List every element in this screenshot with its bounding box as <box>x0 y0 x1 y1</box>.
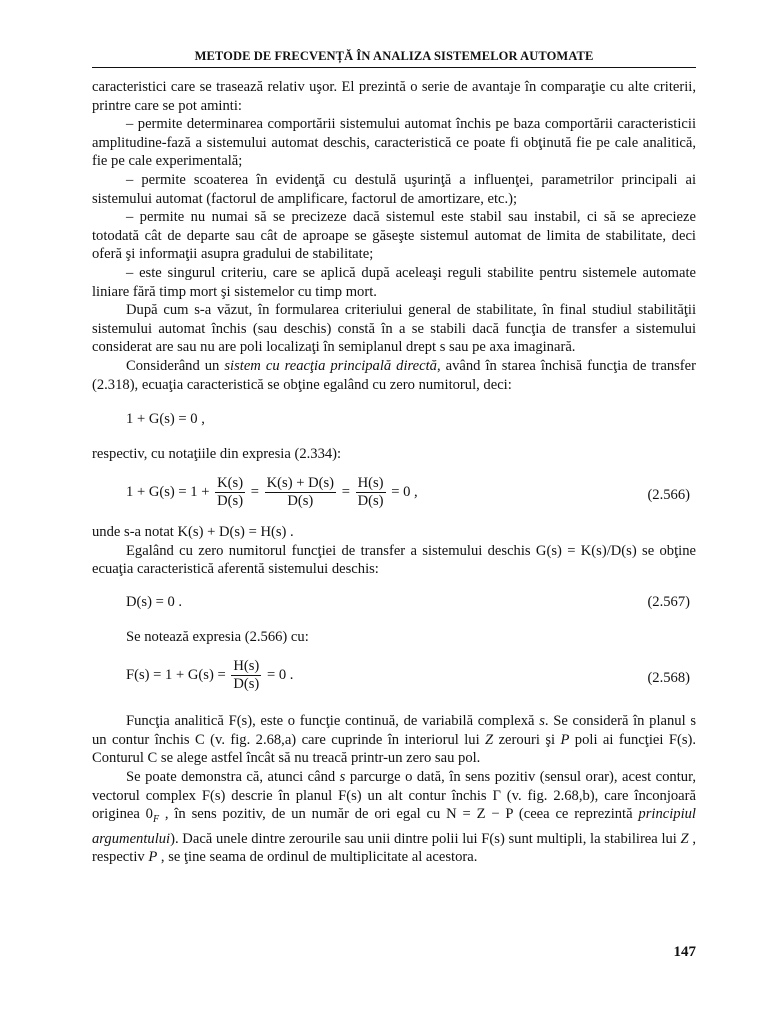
bullet-2: – permite scoaterea în evidenţă cu destulă uşurinţă a influenţei, parametrilor principali ai sistemului automat (factorul de amplificare, factorul de amortizare, etc.); <box>92 171 696 207</box>
header-rule <box>92 67 696 68</box>
paragraph-considering: Considerând un sistem cu reacţia principală directă, având în starea închisă funcţia de transfer (2.318), ecuaţia caracteristică se obţine egalând cu zero numitorul, deci: <box>92 357 696 393</box>
paragraph-analytic-function: Funcţia analitică F(s), este o funcţie continuă, de variabilă complexă s. Se consideră în planul s un contur închis C (v. fig. 2.68,a) care cuprinde în interiorul lui Z zerouri şi P poli ai funcţiei F(s). Conturul C se alege astfel încât să nu treacă printr-un zero sau pol. <box>92 713 697 767</box>
fraction-h-over-d: $\frac{H(s)}{D(s)}$ <box>233 658 260 693</box>
paragraph-expression: Se notează expresia (2.566) cu: <box>126 628 309 645</box>
equation-characteristic: 1 + G(s) = 0 , <box>126 411 205 428</box>
bullet-1: – permite determinarea comportării sistemului automat închis pe baza comportării caracteristicii amplitudine-fază a sistemului automat deschis, caracteristică ce poate fi obţinută fie pe cale analitică, fie pe cale experimentală; <box>92 116 696 170</box>
paragraph-denoted: unde s-a notat K(s) + D(s) = H(s) . <box>92 524 294 541</box>
emphasis-argument-principle: principiul argumentului <box>92 806 696 847</box>
equation-number: (2.567) <box>647 594 690 611</box>
page-number: 147 <box>673 944 696 960</box>
fraction-kd-over-d: $\frac{K(s) + D(s)}{D(s)}$ <box>266 475 335 510</box>
paragraph-argument-principle: Se poate demonstra că, atunci când s parcurge o dată, în sens pozitiv (sensul orar), acest contur, vectorul complex F(s) descrie în planul F(s) un alt contur închis Γ (v. fig. 2.68,b), care înconjoară originea $0_F$ , în sens pozitiv, de un număr de ori egal cu N = Z − P (ceea ce reprezintă principiul argumentului). Dacă unele dintre zerourile sau unii dintre polii lui F(s) sunt multipli, la stabilirea lui Z , respectiv P , se ţine seama de ordinul de multiplicitate al acestora. <box>92 769 697 866</box>
page-body <box>92 78 696 867</box>
equation-number: (2.566) <box>647 487 690 504</box>
equation-2-568: F(s) = 1 + G(s) = $\frac{H(s)}{D(s)}$ = 0 . (2.568) <box>126 658 690 693</box>
paragraph-notation: respectiv, cu notaţiile din expresia (2.334): <box>92 445 342 462</box>
fraction-k-over-d: $\frac{K(s)}{D(s)}$ <box>217 475 244 510</box>
equation-2-566: 1 + G(s) = 1 + $\frac{K(s)}{D(s)}$ = $\frac{K(s) + D(s)}{D(s)}$ = $\frac{H(s)}{D(s)}$ = 0 , (2.566) <box>126 475 690 510</box>
bullet-4: – este singurul criteriu, care se aplică după aceleaşi reguli stabilite pentru sistemele automate liniare fără timp mort şi sistemelor cu timp mort. <box>92 264 696 300</box>
fraction-h-over-d: $\frac{H(s)}{D(s)}$ <box>357 475 384 510</box>
running-header: METODE DE FRECVENȚĂ ÎN ANALIZA SISTEMELOR AUTOMATE <box>194 49 594 63</box>
equation-2-567: D(s) = 0 . (2.567) <box>126 594 690 611</box>
equation-number: (2.568) <box>647 670 690 687</box>
paragraph-stability: După cum s-a văzut, în formularea criteriului general de stabilitate, în final studiul stabilităţii sistemului automat închis (sau deschis) constă în a se stabili dacă funcţia de transfer a sistemului considerat are sau nu are poli localizaţi în semiplanul drept s sau pe axa imaginară. <box>92 302 696 356</box>
paragraph-intro: caracteristici care se trasează relativ uşor. El prezintă o serie de avantaje în comparaţie cu alte criterii, printre care se pot aminti: <box>92 79 696 114</box>
bullet-3: – permite nu numai să se precizeze dacă sistemul este stabil sau instabil, ci să se aprecieze totodată cât de departe sau cât de aproape se găseşte sistemul automat de limita de stabilitate, deci oferă şi informaţii asupra gradului de stabilitate; <box>92 209 696 263</box>
paragraph-open-system: Egalând cu zero numitorul funcţiei de transfer a sistemului deschis G(s) = K(s)/D(s) se obţine ecuaţia caracteristică aferentă sistemului deschis: <box>92 542 696 578</box>
emphasis-direct-feedback: sistem cu reacţia principală directă <box>224 357 437 374</box>
